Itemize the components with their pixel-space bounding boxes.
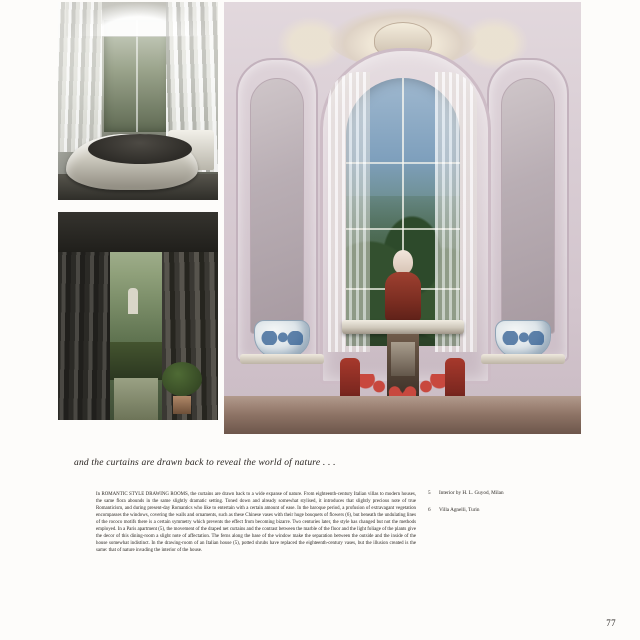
photo-bottom-left-path bbox=[114, 378, 158, 420]
photo-bottom-left-hedge bbox=[104, 342, 168, 380]
photo-main-bust-head bbox=[393, 250, 413, 274]
figure-credit-5-number: 5 bbox=[428, 490, 431, 496]
page-folio: 77 bbox=[606, 618, 616, 628]
photo-main-floor bbox=[224, 396, 581, 434]
photo-bottom-left-potted-plant bbox=[162, 362, 202, 414]
photo-top-left bbox=[58, 2, 218, 200]
figure-credit-5-text: Interior by H. L. Guyod, Milan bbox=[439, 490, 504, 496]
photo-main-sheer-curtain-left bbox=[328, 72, 370, 352]
photo-top-left-bathtub-basin bbox=[88, 134, 192, 164]
photo-main-console-table bbox=[342, 320, 464, 334]
body-text-column bbox=[96, 492, 416, 558]
figure-credits bbox=[428, 490, 578, 524]
photo-bottom-left-pot bbox=[173, 396, 191, 414]
photo-top-left-bathtub bbox=[66, 134, 198, 190]
photo-main-bust-body bbox=[385, 272, 421, 322]
figure-credit-6-number: 6 bbox=[428, 506, 431, 513]
photo-main-bust bbox=[384, 250, 422, 322]
photo-bottom-left-foliage bbox=[162, 362, 202, 396]
photo-main-cachepot-left bbox=[254, 320, 310, 358]
photo-main-cachepot-right bbox=[495, 320, 551, 358]
photo-main-pedestal-glass bbox=[391, 342, 415, 376]
photo-bottom-left-swag bbox=[58, 212, 218, 252]
photo-main-wall-panel-right bbox=[487, 58, 569, 362]
body-paragraph: In ROMANTIC STYLE DRAWING ROOMS, the curtains are drawn back to a wide expanse of nature. From eighteenth-century Italian villas to modern houses, the same flora abounds in the same slightly dramatic setting. Toned down and already somewhat stylised, it introduces that slightly precious note of true Romanticism, and during present-day Romantics who like to entertain with a certain amount of ease. In the baroque period, a profusion of extravagant vegetation encompasses the windows, covering the walls and ornaments, such as these Chinese vases with their huge bouquets of flowers (6), but beneath the undulating lines of the rococo motifs there is a certain symmetry which prevents the effect from becoming bizarre. Two centuries later, the style has changed but not the methods employed. In a Paris apartment (5), the movement of the draped net curtains and the contrast between the marble of the floor and the light foliage of the plants give the decor of this dining-room a slight note of affectation. The ferns along the base of the window make the separation between the outside and the inside of the house somewhat indistinct. In the drawing-room of an Italian house (5), potted shrubs have replaced the eighteenth-century vases, but the illusion created is the same: that of nature invading the interior of the house. bbox=[96, 492, 416, 553]
photo-main bbox=[224, 2, 581, 434]
photo-main-mirror-right bbox=[501, 78, 555, 334]
photo-main-wall-panel-left bbox=[236, 58, 318, 362]
figure-credit-6 bbox=[428, 507, 578, 515]
figure-credit-5 bbox=[428, 490, 578, 498]
photo-bottom-left bbox=[58, 212, 218, 420]
photo-main-sheer-curtain-right bbox=[435, 72, 477, 352]
photo-main-mirror-left bbox=[250, 78, 304, 334]
photo-bottom-left-statue bbox=[128, 288, 138, 314]
photo-main-side-table-right bbox=[481, 354, 565, 364]
figure-credit-6-text: Villa Agnelli, Turin bbox=[439, 506, 480, 513]
photo-main-side-table-left bbox=[240, 354, 324, 364]
page-caption: and the curtains are drawn back to reveal the world of nature . . . bbox=[74, 458, 336, 468]
photo-top-left-curtain-left bbox=[58, 2, 102, 152]
